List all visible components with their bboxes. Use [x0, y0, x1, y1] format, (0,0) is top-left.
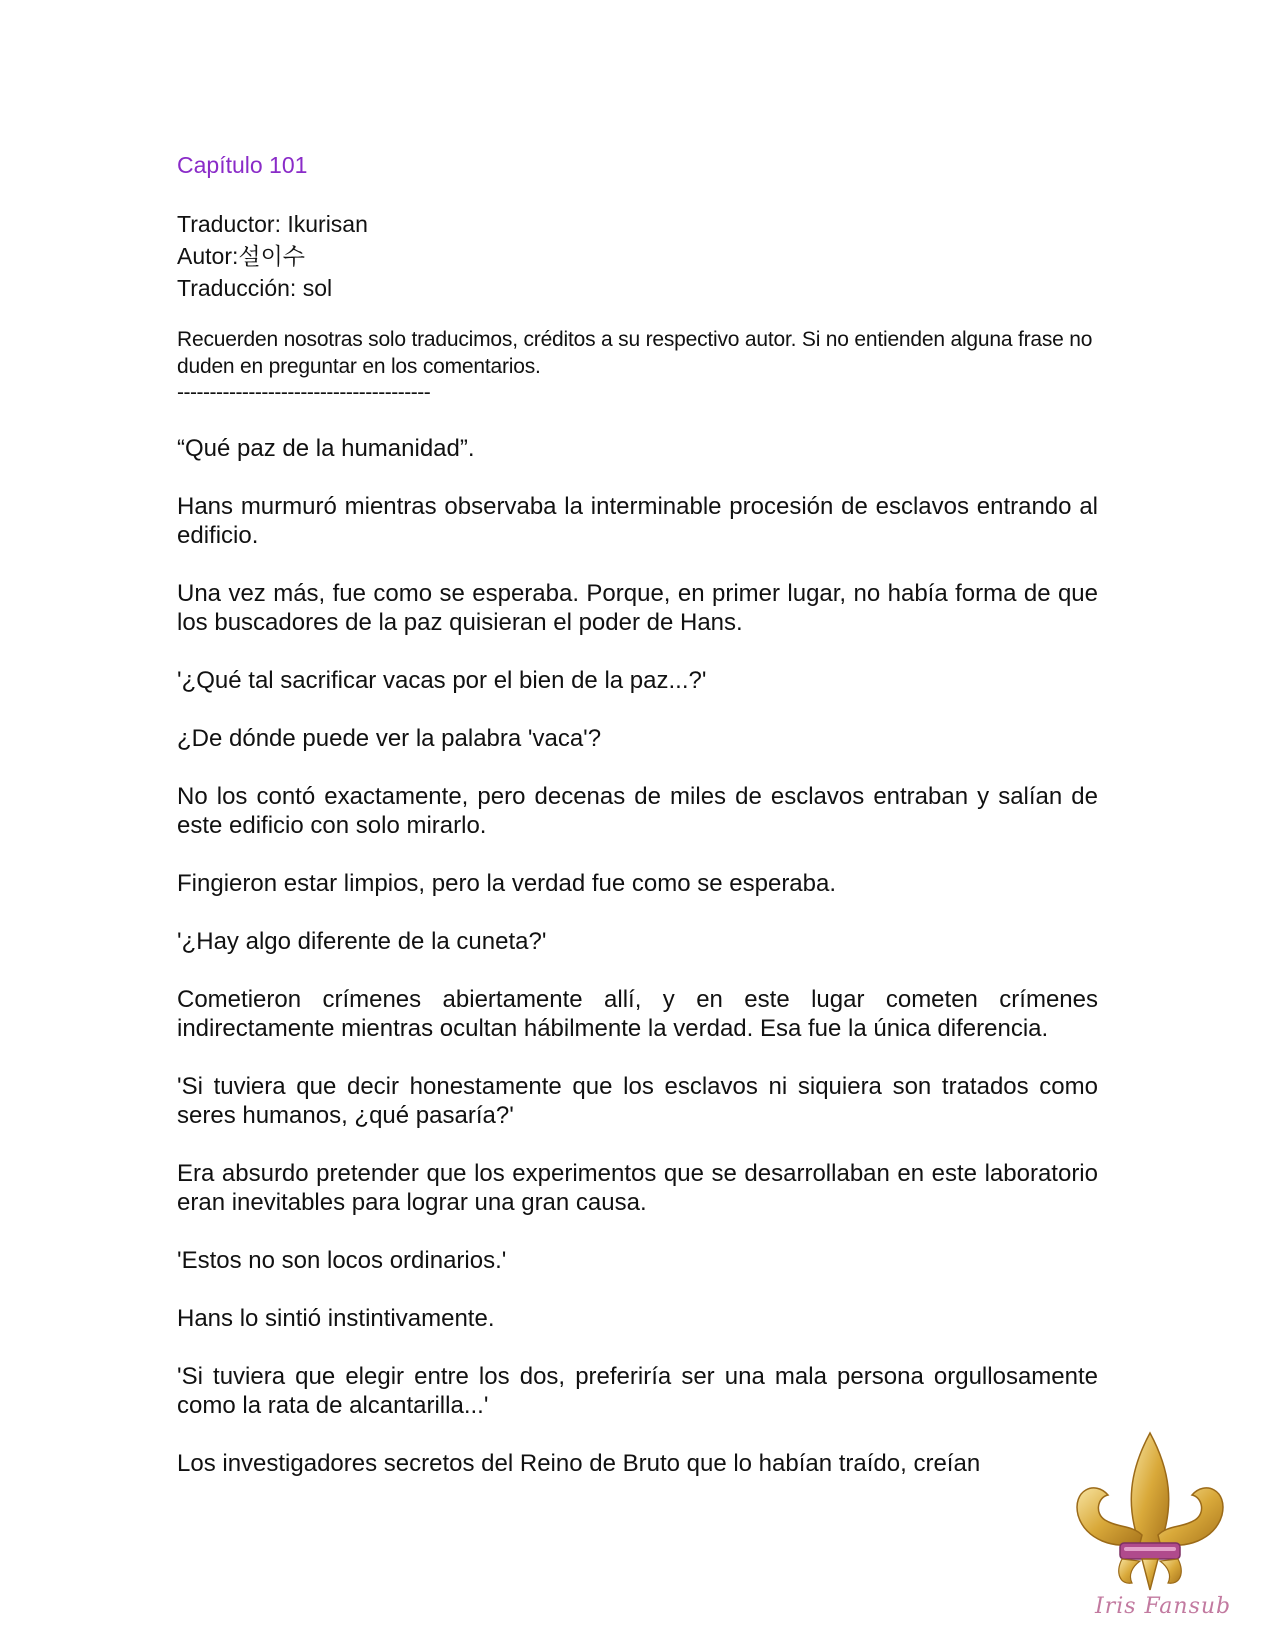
paragraph: Hans murmuró mientras observaba la interminable procesión de esclavos entrando al edificio. [177, 493, 1098, 549]
paragraph: '¿Qué tal sacrificar vacas por el bien de la paz...?' [177, 667, 707, 694]
paragraph: '¿Hay algo diferente de la cuneta?' [177, 928, 547, 955]
translator-note: Recuerden nosotras solo traducimos, créditos a su respectivo autor. Si no entienden alguna frase no duden en preguntar en los comentarios. [177, 328, 1093, 378]
chapter-title: Capítulo 101 [177, 152, 308, 178]
chapter-body [177, 434, 1098, 1478]
paragraph: Hans lo sintió instintivamente. [177, 1305, 495, 1332]
paragraph: Fingieron estar limpios, pero la verdad fue como se esperaba. [177, 870, 837, 897]
paragraph: 'Si tuviera que decir honestamente que los esclavos ni siquiera son tratados como seres humanos, ¿qué pasaría?' [177, 1073, 1098, 1129]
paragraph: Una vez más, fue como se esperaba. Porque, en primer lugar, no había forma de que los buscadores de la paz quisieran el poder de Hans. [177, 580, 1098, 636]
paragraph: Cometieron crímenes abiertamente allí, y en este lugar cometen crímenes indirectamente mientras ocultan hábilmente la verdad. Esa fue la única diferencia. [177, 986, 1098, 1042]
paragraph: 'Si tuviera que elegir entre los dos, preferiría ser una mala persona orgullosamente como la rata de alcantarilla...' [177, 1363, 1098, 1419]
paragraph: “Qué paz de la humanidad”. [177, 435, 475, 462]
document-page [177, 150, 1098, 1507]
paragraph: Era absurdo pretender que los experimentos que se desarrollaban en este laboratorio eran inevitables para lograr una gran causa. [177, 1160, 1098, 1216]
divider-line: --------------------------------------- [177, 381, 431, 404]
credits-block [177, 208, 1098, 304]
paragraph: 'Estos no son locos ordinarios.' [177, 1247, 507, 1274]
paragraph: Los investigadores secretos del Reino de Bruto que lo habían traído, creían [177, 1450, 981, 1477]
translation-credit: Traducción: sol [177, 275, 333, 301]
paragraph: ¿De dónde puede ver la palabra 'vaca'? [177, 725, 602, 752]
watermark-caption: Iris Fansub [1095, 1594, 1232, 1619]
translator-credit: Traductor: Ikurisan [177, 211, 368, 237]
paragraph: No los contó exactamente, pero decenas de miles de esclavos entraban y salían de este edificio con solo mirarlo. [177, 783, 1098, 839]
author-credit: Autor:설이수 [177, 243, 306, 269]
